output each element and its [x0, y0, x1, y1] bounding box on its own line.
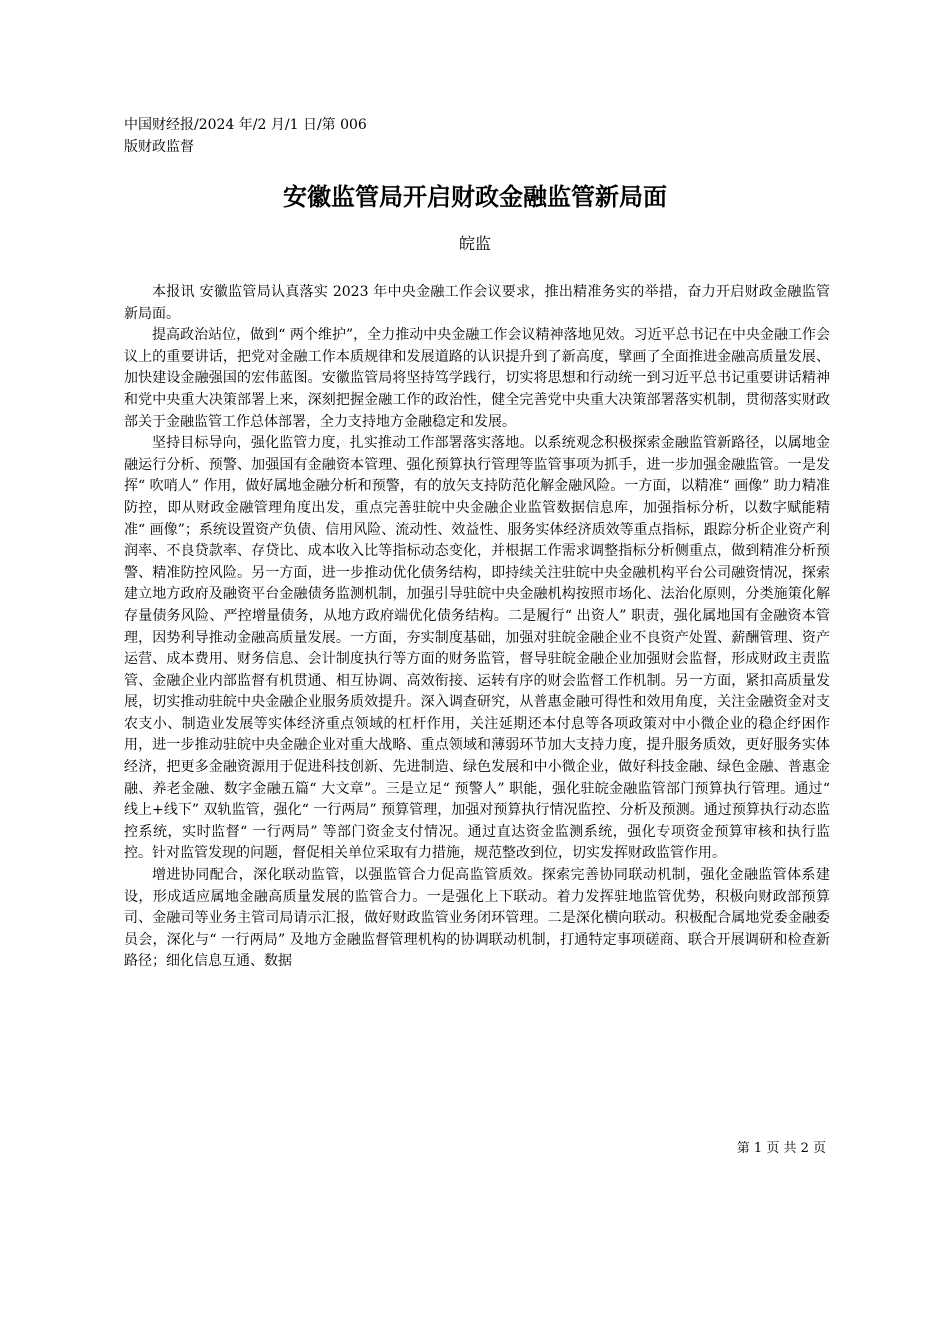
source-line-1: 中国财经报/2024 年/2 月/1 日/第 006	[124, 117, 367, 133]
article-title: 安徽监管局开启财政金融监管新局面	[283, 183, 667, 211]
paragraph: 提高政治站位，做到“ 两个维护”，全力推动中央金融工作会议精神落地见效。习近平总书记在中央金融工作会议上的重要讲话，把党对金融工作本质规律和发展道路的认识提升到了新高度，擘画了全面推进金融高质量发展、加快建设金融强国的宏伟蓝图。安徽监管局将坚持笃学践行，切实将思想和行动统一到习近平总书记重要讲话精神和党中央重大决策部署上来，深刻把握金融工作的政治性，健全完善党中央重大决策部署落实机制，贯彻落实财政部关于金融监管工作总体部署，全力支持地方金融稳定和发展。	[124, 327, 830, 430]
source-line-2: 版财政监督	[124, 139, 194, 155]
article-body	[124, 282, 830, 973]
source-info	[124, 114, 424, 158]
page-number: 第 1 页 共 2 页	[736, 1141, 826, 1156]
article-author: 皖监	[458, 234, 491, 253]
paragraph: 本报讯 安徽监管局认真落实 2023 年中央金融工作会议要求，推出精准务实的举措，奋力开启财政金融监管新局面。	[124, 284, 830, 322]
paragraph: 增进协同配合，深化联动监管，以强监管合力促高监管质效。探索完善协同联动机制，强化金融监管体系建设，形成适应属地金融高质量发展的监管合力。一是强化上下联动。着力发挥驻地监管优势，积极向财政部预算司、金融司等业务主管司局请示汇报，做好财政监管业务闭环管理。二是深化横向联动。积极配合属地党委金融委员会，深化与“ 一行两局” 及地方金融监督管理机构的协调联动机制，打通特定事项磋商、联合开展调研和检查新路径；细化信息互通、数据	[124, 867, 830, 970]
paragraph: 坚持目标导向，强化监管力度，扎实推动工作部署落实落地。以系统观念积极探索金融监管新路径，以属地金融运行分析、预警、加强国有金融资本管理、强化预算执行管理等监管事项为抓手，进一步加强金融监管。一是发挥“ 吹哨人” 作用，做好属地金融分析和预警，有的放矢支持防范化解金融风险。一方面，以精准“ 画像” 助力精准防控，即从财政金融管理角度出发，重点完善驻皖中央金融企业监管数据信息库，加强指标分析，以数字赋能精准“ 画像”；系统设置资产负债、信用风险、流动性、效益性、服务实体经济质效等重点指标，跟踪分析企业资产利润率、不良贷款率、存贷比、成本收入比等指标动态变化，并根据工作需求调整指标分析侧重点，做到精准分析预警、精准防控风险。另一方面，进一步推动优化债务结构，即持续关注驻皖中央金融机构平台公司融资情况，探索建立地方政府及融资平台金融债务监测机制，加强引导驻皖中央金融机构按照市场化、法治化原则，分类施策化解存量债务风险、严控增量债务，从地方政府端优化债务结构。二是履行“ 出资人” 职责，强化属地国有金融资本管理，因势利导推动金融高质量发展。一方面，夯实制度基础，加强对驻皖金融企业不良资产处置、薪酬管理、资产运营、成本费用、财务信息、会计制度执行等方面的财务监管，督导驻皖金融企业加强财会监督，形成财政主责监管、金融企业内部监督有机贯通、相互协调、高效衔接、运转有序的财会监督工作机制。另一方面，紧扣高质量发展，切实推动驻皖中央金融企业服务质效提升。深入调查研究，从普惠金融可得性和效用角度，关注金融资金对支农支小、制造业发展等实体经济重点领域的杠杆作用，关注延期还本付息等各项政策对中小微企业的稳企纾困作用，进一步推动驻皖中央金融企业对重大战略、重点领域和薄弱环节加大支持力度，提升服务质效，更好服务实体经济，把更多金融资源用于促进科技创新、先进制造、绿色发展和中小微企业，做好科技金融、绿色金融、普惠金融、养老金融、数字金融五篇“ 大文章”。三是立足“ 预警人” 职能，强化驻皖金融监管部门预算执行管理。通过“ 线上+线下” 双轨监管，强化“ 一行两局” 预算管理，加强对预算执行情况监控、分析及预测。通过预算执行动态监控系统，实时监督“ 一行两局” 等部门资金支付情况。通过直达资金监测系统，强化专项资金预算审核和执行监控。针对监管发现的问题，督促相关单位采取有力措施，规范整改到位，切实发挥财政监管作用。	[124, 435, 830, 862]
